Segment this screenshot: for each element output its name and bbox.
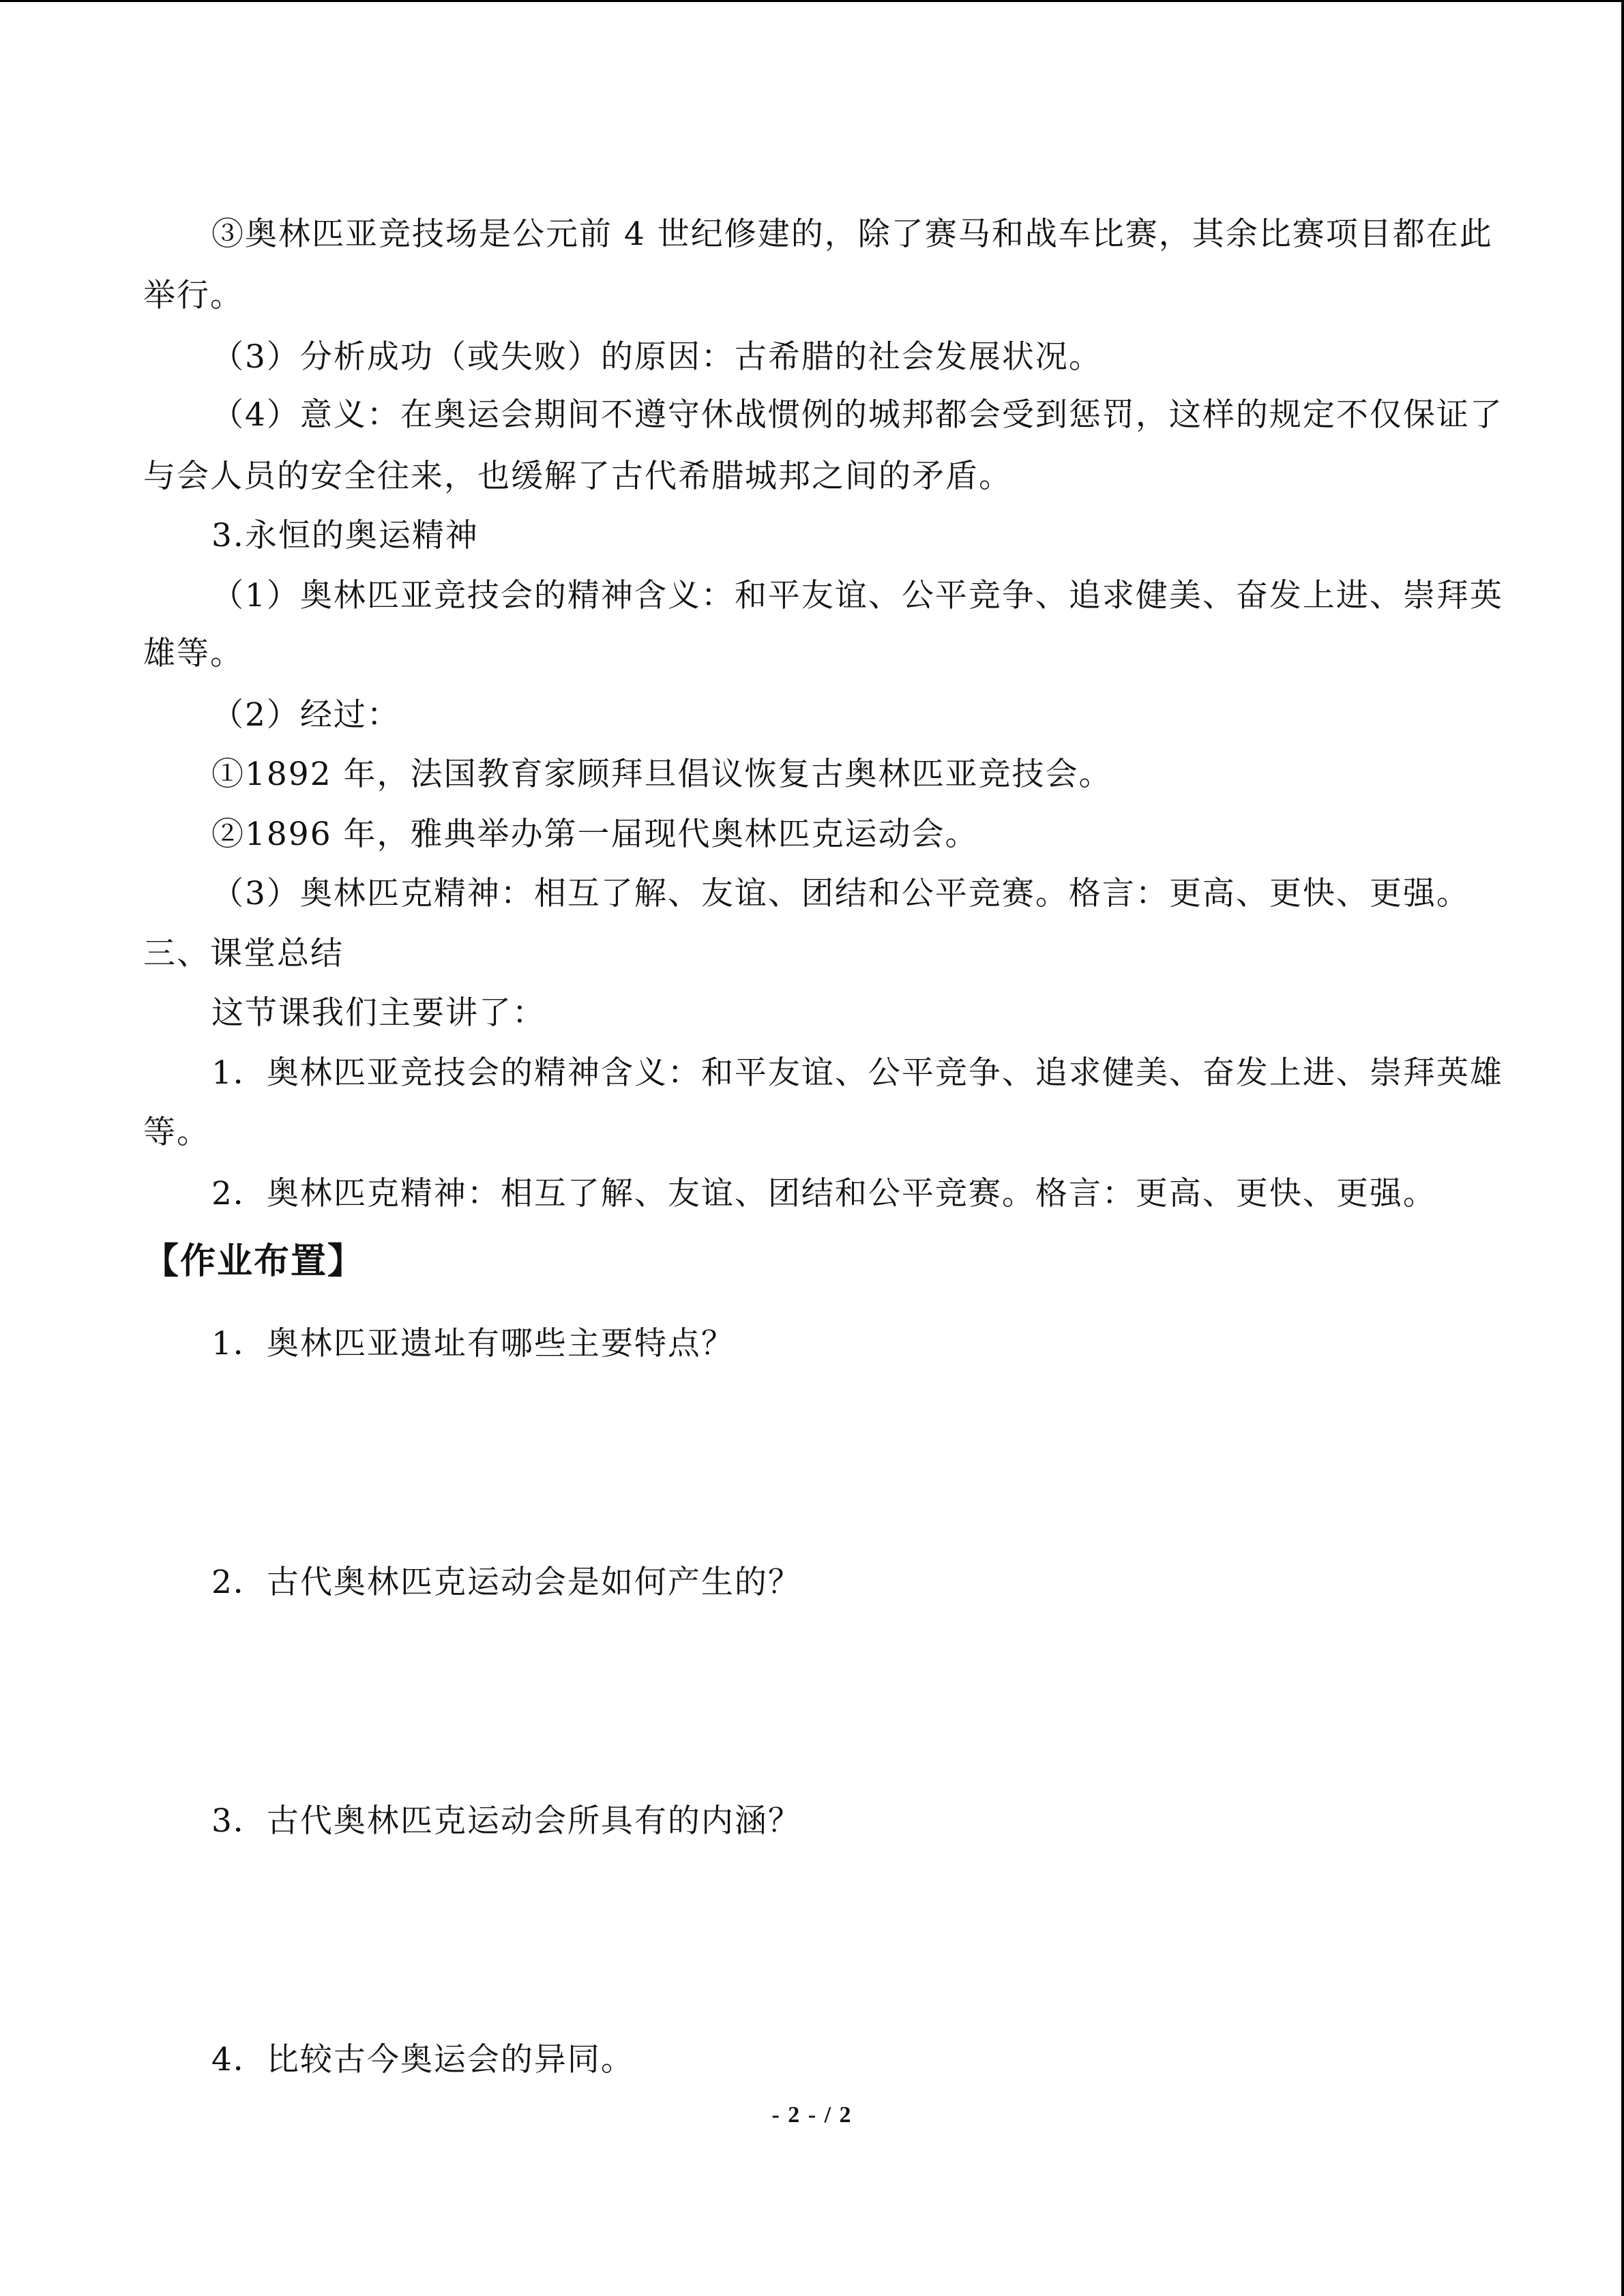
- paragraph-line: （2）经过：: [211, 696, 400, 734]
- homework-question: 1．奥林匹亚遗址有哪些主要特点？: [211, 1325, 735, 1362]
- paragraph-line: 1．奥林匹亚竞技会的精神含义：和平友谊、公平竞争、追求健美、奋发上进、崇拜英雄: [211, 1054, 1503, 1092]
- homework-question: 4．比较古今奥运会的异同。: [211, 2041, 634, 2078]
- paragraph-line: ②1896 年，雅典举办第一届现代奥林匹克运动会。: [211, 816, 979, 853]
- paragraph-line: ①1892 年，法国教育家顾拜旦倡议恢复古奥林匹亚竞技会。: [211, 756, 1112, 793]
- paragraph-line: ③奥林匹亚竞技场是公元前 4 世纪修建的，除了赛马和战车比赛，其余比赛项目都在此: [211, 215, 1493, 253]
- section-title: 3.永恒的奥运精神: [211, 517, 479, 554]
- paragraph-line: 雄等。: [143, 635, 243, 672]
- paragraph-line: 与会人员的安全往来，也缓解了古代希腊城邦之间的矛盾。: [143, 458, 1012, 495]
- paragraph-line: 这节课我们主要讲了：: [211, 994, 546, 1032]
- paragraph-line: 举行。: [143, 277, 243, 314]
- paragraph-line: （4）意义：在奥运会期间不遵守休战惯例的城邦都会受到惩罚，这样的规定不仅保证了: [211, 396, 1503, 434]
- homework-question: 2．古代奥林匹克运动会是如何产生的？: [211, 1564, 801, 1601]
- page-right-border: [1621, 0, 1624, 2296]
- paragraph-line: 2．奥林匹克精神：相互了解、友谊、团结和公平竞赛。格言：更高、更快、更强。: [211, 1175, 1436, 1212]
- page-number: - 2 - / 2: [771, 2102, 853, 2128]
- paragraph-line: （3）分析成功（或失败）的原因：古希腊的社会发展状况。: [211, 338, 1102, 376]
- section-title: 三、课堂总结: [143, 935, 344, 972]
- paragraph-line: 等。: [143, 1114, 210, 1151]
- page-top-border: [0, 0, 1624, 2]
- homework-heading: 【作业布置】: [143, 1241, 365, 1282]
- paragraph-line: （1）奥林匹亚竞技会的精神含义：和平友谊、公平竞争、追求健美、奋发上进、崇拜英: [211, 577, 1503, 614]
- paragraph-line: （3）奥林匹克精神：相互了解、友谊、团结和公平竞赛。格言：更高、更快、更强。: [211, 875, 1470, 912]
- homework-question: 3．古代奥林匹克运动会所具有的内涵？: [211, 1802, 801, 1840]
